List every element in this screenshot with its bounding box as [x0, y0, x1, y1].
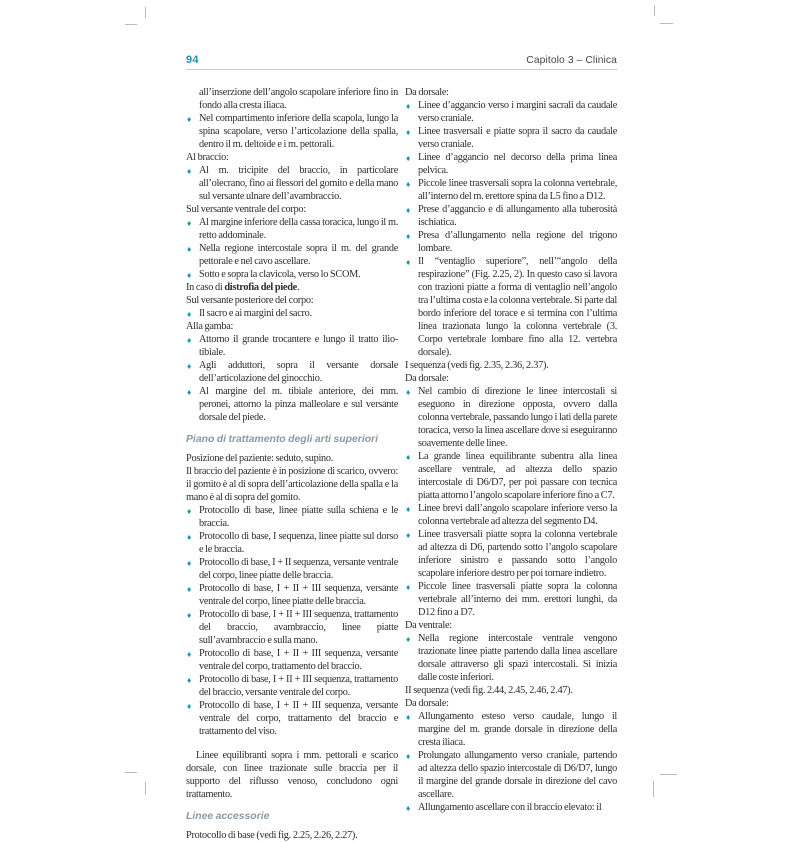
crop-mark-bottom-left-vertical	[145, 782, 146, 795]
bullet-text: Protocollo di base, I + II + III sequenza, trattamento del braccio, versante ventrale del corpo.	[199, 674, 398, 698]
bullet-text: Piccole linee trasversali piatte sopra la colonna vertebrale all’interno dei mm. erettori lunghi, da D12 fino a D7.	[418, 581, 617, 618]
bullet-text: Protocollo di base, I + II + III sequenza, versante ventrale del corpo, trattamento del braccio e trattamento del viso.	[199, 700, 398, 737]
diamond-bullet-icon: ♦	[406, 711, 411, 722]
two-column-text	[186, 86, 617, 842]
page-header	[186, 54, 617, 70]
text-block: Da ventrale:	[405, 620, 452, 631]
diamond-bullet-icon: ♦	[187, 674, 192, 685]
bullet-text: Piccole linee trasversali sopra la colonna vertebrale, all’interno del m. erettore spina da L5 fino a D12.	[418, 178, 617, 202]
bullet-item	[405, 229, 617, 255]
bullet-item	[186, 647, 398, 673]
text-block: Posizione del paziente: seduto, supino.	[186, 453, 334, 464]
text-block: Alla gamba:	[186, 321, 234, 332]
bullet-item	[186, 530, 398, 556]
bullet-text: Linee d’aggancio verso i margini sacrali da caudale verso craniale.	[418, 100, 617, 124]
bullet-text: Al m. tricipite del braccio, in particolare all’olecrano, fino ai flessori del gomito e della mano sul versante ulnare dell’avambraccio.	[199, 165, 398, 202]
section-heading: Linee accessorie	[186, 811, 270, 822]
bullet-text: Protocollo di base, I + II + III sequenza, trattamento del braccio, avambraccio, linee piatte sull’avambraccio e sulla mano.	[199, 609, 398, 646]
bullet-item	[186, 385, 398, 424]
bullet-text: Il “ventaglio superiore”, nell’“angolo della respirazione” (Fig. 2.25, 2). In questo caso si lavora con trazioni piatte a forma di ventaglio nell’angolo tra l’ultima costa e la colonna vertebrale. Si parte dal bordo inferiore del torace e si termina con l’ultima linea trazionata lungo la colonna vertebrale (3. Corpo vertebrale lombare fino alla 12. vertebra dorsale).	[418, 256, 617, 358]
bullet-item	[405, 580, 617, 619]
text-block	[186, 281, 398, 294]
bullet-item	[405, 203, 617, 229]
diamond-bullet-icon: ♦	[406, 503, 411, 514]
text-run: .	[296, 282, 300, 293]
bullet-text: Linee trasversali e piatte sopra il sacro da caudale verso craniale.	[418, 126, 617, 150]
diamond-bullet-icon: ♦	[187, 308, 192, 319]
bullet-text: La grande linea equilibrante subentra alla linea ascellare ventrale, ad altezza dello spazio intercostale di D6/D7, per poi passare con tecnica piatta attorno l’angolo scapolare inferiore fino a C7.	[418, 451, 617, 501]
bullet-item	[405, 255, 617, 359]
diamond-bullet-icon: ♦	[406, 152, 411, 163]
diamond-bullet-icon: ♦	[406, 230, 411, 241]
diamond-bullet-icon: ♦	[187, 113, 192, 124]
bold-text: distrofia del piede	[224, 282, 297, 293]
bullet-item	[186, 333, 398, 359]
bullet-text: Protocollo di base, linee piatte sulla schiena e le braccia.	[199, 505, 398, 529]
text-block: Al braccio:	[186, 152, 229, 163]
bullet-text: Protocollo di base, I + II + III sequenza, versante ventrale del corpo, trattamento del braccio.	[199, 648, 398, 672]
bullet-text: Al margine del m. tibiale anteriore, dei mm. peronei, attorno la pinza malleolare e sul versante dorsale del piede.	[199, 386, 398, 423]
diamond-bullet-icon: ♦	[187, 557, 192, 568]
bullet-text: Prese d’aggancio e di allungamento alla tuberosità ischiatica.	[418, 204, 617, 228]
text-block: all’inserzione dell’angolo scapolare inferiore fino in fondo alla cresta iliaca.	[199, 87, 398, 111]
diamond-bullet-icon: ♦	[187, 648, 192, 659]
text-block: Linee equilibranti sopra i mm. pettorali e scarico dorsale, con linee trazionate sulle braccia per il supporto del riflusso venoso, concludono ogni trattamento.	[186, 750, 398, 800]
bullet-item	[405, 749, 617, 801]
text-block: Sul versante posteriore del corpo:	[186, 295, 314, 306]
bullet-text: Allungamento esteso verso caudale, lungo il margine del m. grande dorsale in direzione della cresta iliaca.	[418, 711, 617, 748]
bullet-item	[186, 608, 398, 647]
section-heading: Piano di trattamento degli arti superiori	[186, 434, 378, 445]
page-content	[186, 54, 617, 842]
diamond-bullet-icon: ♦	[406, 126, 411, 137]
diamond-bullet-icon: ♦	[187, 217, 192, 228]
text-block: Da dorsale:	[405, 698, 449, 709]
bullet-text: Nel compartimento inferiore della scapola, lungo la spina scapolare, verso l’articolazione della spalla, dentro il m. deltoide e i m. pettorali.	[199, 113, 398, 150]
bullet-item	[186, 268, 398, 281]
bullet-text: Protocollo di base, I + II sequenza, versante ventrale del corpo, linee piatte delle braccia.	[199, 557, 398, 581]
diamond-bullet-icon: ♦	[187, 334, 192, 345]
diamond-bullet-icon: ♦	[187, 386, 192, 397]
bullet-item	[405, 125, 617, 151]
diamond-bullet-icon: ♦	[406, 529, 411, 540]
bullet-item	[186, 582, 398, 608]
bullet-item	[186, 307, 398, 320]
bullet-item	[405, 177, 617, 203]
text-block: I sequenza (vedi fig. 2.35, 2.36, 2.37).	[405, 360, 549, 371]
bullet-item	[405, 632, 617, 684]
bullet-text: Al margine inferiore della cassa toracica, lungo il m. retto addominale.	[199, 217, 398, 241]
bullet-item	[405, 801, 617, 814]
bullet-text: Nella regione intercostale sopra il m. del grande pettorale e nel cavo ascellare.	[199, 243, 398, 267]
crop-mark-top-right-vertical	[654, 5, 655, 16]
diamond-bullet-icon: ♦	[406, 256, 411, 267]
diamond-bullet-icon: ♦	[406, 750, 411, 761]
diamond-bullet-icon: ♦	[406, 100, 411, 111]
bullet-text: Presa d’allungamento nella regione del trigono lombare.	[418, 230, 617, 254]
diamond-bullet-icon: ♦	[406, 451, 411, 462]
text-block: Sul versante ventrale del corpo:	[186, 204, 306, 215]
bullet-item	[186, 216, 398, 242]
bullet-text: Agli adduttori, sopra il versante dorsale dell’articolazione del ginocchio.	[199, 360, 398, 384]
crop-mark-top-left-vertical	[145, 7, 146, 18]
bullet-item	[186, 699, 398, 738]
diamond-bullet-icon: ♦	[187, 360, 192, 371]
diamond-bullet-icon: ♦	[187, 269, 192, 280]
page-number: 94	[186, 54, 199, 66]
bullet-item	[405, 385, 617, 450]
diamond-bullet-icon: ♦	[187, 583, 192, 594]
crop-mark-top-right-horizontal	[660, 23, 673, 24]
crop-mark-top-left-horizontal	[125, 24, 137, 25]
diamond-bullet-icon: ♦	[406, 802, 411, 813]
bullet-text: Nel cambio di direzione le linee intercostali si eseguono in direzione opposta, ovvero dalla colonna vertebrale, passando lungo i lati della parete toracica, verso la linea ascellare dove si eseguiranno soavemente delle linee.	[418, 386, 617, 449]
diamond-bullet-icon: ♦	[187, 609, 192, 620]
bullet-item	[186, 242, 398, 268]
bullet-item	[405, 99, 617, 125]
bullet-item	[186, 112, 398, 151]
bullet-item	[405, 528, 617, 580]
bullet-text: Allungamento ascellare con il braccio elevato: il	[418, 802, 602, 813]
bullet-item	[186, 673, 398, 699]
diamond-bullet-icon: ♦	[187, 243, 192, 254]
right-column	[405, 86, 617, 842]
diamond-bullet-icon: ♦	[406, 386, 411, 397]
bullet-text: Prolungato allungamento verso craniale, partendo ad altezza dello spazio intercostale di D6/D7, lungo il margine del grande dorsale in direzione del cavo ascellare.	[418, 750, 617, 800]
diamond-bullet-icon: ♦	[187, 700, 192, 711]
diamond-bullet-icon: ♦	[187, 505, 192, 516]
bullet-item	[405, 502, 617, 528]
text-block: Protocollo di base (vedi fig. 2.25, 2.26, 2.27).	[186, 830, 358, 841]
bullet-item	[405, 151, 617, 177]
bullet-text: Protocollo di base, I + II + III sequenza, versante ventrale del corpo, linee piatte delle braccia.	[199, 583, 398, 607]
bullet-text: Protocollo di base, I sequenza, linee piatte sul dorso e le braccia.	[199, 531, 398, 555]
diamond-bullet-icon: ♦	[406, 581, 411, 592]
chapter-title: Capitolo 3 – Clinica	[526, 55, 617, 66]
bullet-text: Linee brevi dall’angolo scapolare inferiore verso la colonna vertebrale ad altezza del segmento D4.	[418, 503, 617, 527]
text-block: Il braccio del paziente è in posizione di scarico, ovvero: il gomito è al di sopra dell’articolazione della spalla e la mano è al di sopra del gomito.	[186, 466, 398, 503]
diamond-bullet-icon: ♦	[406, 204, 411, 215]
bullet-item	[186, 359, 398, 385]
text-block: Da dorsale:	[405, 373, 449, 384]
text-run: In caso di	[186, 282, 225, 293]
bullet-text: Nella regione intercostale ventrale vengono trazionate linee piatte partendo dalla linea ascellare dorsale attraverso gli spazi intercostali. Si inizia dalle coste inferiori.	[418, 633, 617, 683]
crop-mark-bottom-right-horizontal	[660, 774, 677, 775]
bullet-item	[405, 710, 617, 749]
left-column	[186, 86, 398, 842]
bullet-item	[186, 504, 398, 530]
diamond-bullet-icon: ♦	[187, 531, 192, 542]
bullet-item	[186, 556, 398, 582]
crop-mark-bottom-left-horizontal	[125, 772, 137, 773]
bullet-text: Sotto e sopra la clavicola, verso lo SCOM.	[199, 269, 361, 280]
bullet-text: Linee d’aggancio nel decorso della prima linea pelvica.	[418, 152, 617, 176]
diamond-bullet-icon: ♦	[406, 633, 411, 644]
text-block: II sequenza (vedi fig. 2.44, 2.45, 2.46, 2.47).	[405, 685, 573, 696]
bullet-item	[186, 164, 398, 203]
diamond-bullet-icon: ♦	[187, 165, 192, 176]
crop-mark-bottom-right-vertical	[653, 781, 654, 797]
diamond-bullet-icon: ♦	[406, 178, 411, 189]
text-block: Da dorsale:	[405, 87, 449, 98]
bullet-text: Il sacro e ai margini del sacro.	[199, 308, 312, 319]
bullet-item	[405, 450, 617, 502]
bullet-text: Linee trasversali piatte sopra la colonna vertebrale ad altezza di D6, partendo sotto l’angolo scapolare inferiore sinistro e passando sotto l’angolo scapolare inferiore destro per poi tornare indietro.	[418, 529, 617, 579]
bullet-text: Attorno il grande trocantere e lungo il tratto ilio-tibiale.	[199, 334, 398, 358]
